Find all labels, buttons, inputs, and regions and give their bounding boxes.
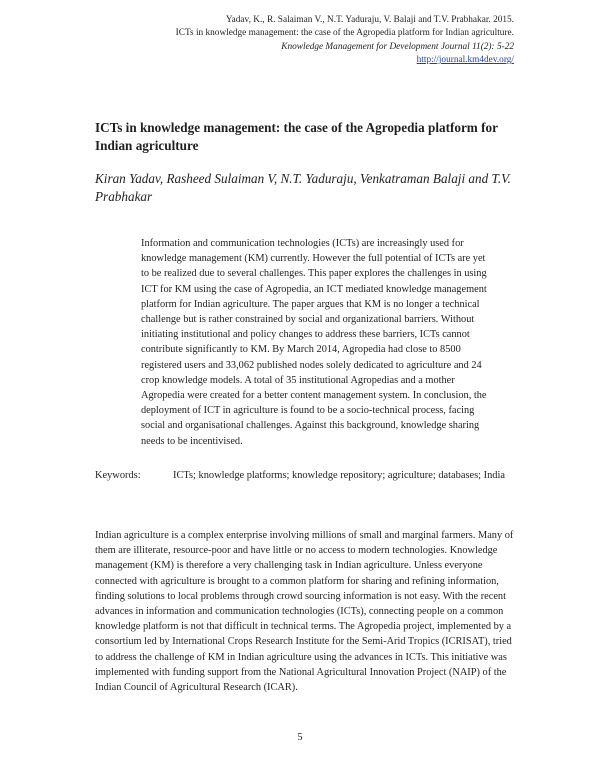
citation-article-title: ICTs in knowledge management: the case of the Agropedia platform for Indian agriculture. xyxy=(175,28,514,39)
paper-title: ICTs in knowledge management: the case of the Agropedia platform for Indian agriculture xyxy=(95,120,498,153)
paper-authors: Kiran Yadav, Rasheed Sulaiman V, N.T. Yaduraju, Venkatraman Balaji and T.V. Prabhakar xyxy=(95,171,511,205)
journal-link[interactable]: http://journal.km4dev.org/ xyxy=(416,55,514,66)
page-number: 5 xyxy=(297,732,303,743)
citation-header xyxy=(114,14,514,68)
citation-journal: Knowledge Management for Development Journal 11(2): 5-22 xyxy=(281,41,514,52)
citation-line: Yadav, K., R. Salaiman V., N.T. Yaduraju, V. Balaji and T.V. Prabhakar. 2015. xyxy=(225,15,514,25)
keywords-label: Keywords: xyxy=(95,470,141,481)
keywords-text: ICTs; knowledge platforms; knowledge repository; agriculture; databases; India xyxy=(173,470,505,481)
abstract: Information and communication technologies (ICTs) are increasingly used for knowledge management (KM) currently. However the full potential of ICTs are yet to be realized due to several challenges. This paper explores the challenges in using ICT for KM using the case of Agropedia, an ICT mediated knowledge management platform for Indian agriculture. The paper argues that KM is no longer a technical challenge but is rather constrained by social and organizational barriers. Without initiating institutional and policy changes to address these barriers, ICTs cannot contribute significantly to KM. By March 2014, Agropedia had close to 8500 registered users and 33,062 published nodes solely dedicated to agriculture and 24 crop knowledge models. A total of 35 institutional Agropedias and a mother Agropedia were created for a better content management system. In conclusion, the deployment of ICT in agriculture is found to be a socio-technical process, facing social and organisational challenges. Against this background, knowledge sharing needs to be incentivised. xyxy=(141,238,487,447)
introduction-paragraph: Indian agriculture is a complex enterprise involving millions of small and marginal farmers. Many of them are illiterate, resource-poor and have little or no access to modern technologies. Knowledge management (KM) is therefore a very challenging task in Indian agriculture. Unless everyone connected with agriculture is brought to a common platform for sharing and refining information, finding solutions to local problems through crowd sourcing information is not easy. With the recent advances in information and communication technologies (ICTs), connecting people on a common knowledge platform is not that difficult in technical terms. The Agropedia project, implemented by a consortium led by International Crops Research Institute for the Semi-Arid Tropics (ICRISAT), tried to address the challenge of KM in Indian agriculture using the advances in ICTs. This initiative was implemented with funding support from the National Agricultural Innovation Project (NAIP) of the Indian Council of Agricultural Research (ICAR). xyxy=(95,530,514,694)
